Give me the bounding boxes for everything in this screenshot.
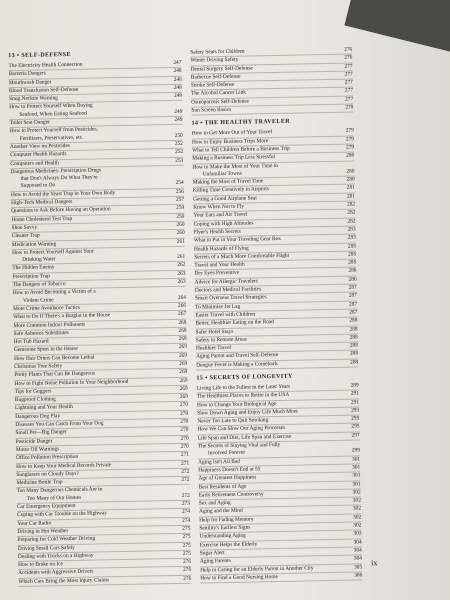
toc-entry-page: 285 [347, 243, 357, 250]
toc-entry-page: 276 [182, 558, 192, 565]
toc-entry-page: 270 [180, 418, 189, 425]
toc-entry-page: 285 [348, 259, 357, 266]
toc-entry-page: 275 [182, 550, 191, 557]
toc-entry-page: 269 [179, 369, 188, 376]
toc-entry-page: 288 [349, 325, 358, 333]
toc-entry-title: How to Protect Yourself Against Your [11, 248, 94, 256]
toc-entry-page: 248 [173, 76, 182, 83]
toc-entry-title: Osteoporosis Self-Defense [191, 98, 249, 106]
toc-entry-title: Aging Isn't All Bad [198, 458, 241, 466]
toc-entry-page: 273 [181, 500, 190, 507]
section-heading-healthy-traveler: 14 • THE HEALTHY TRAVELER [191, 119, 291, 127]
toc-entry-page: 279 [345, 127, 354, 135]
toc-entry-title: Travel and Your Health [194, 261, 245, 269]
toc-entry-page: 288 [350, 359, 359, 366]
toc-entry-title: Happiness Doesn't End at 55 [198, 466, 261, 474]
toc-entry-title: Blood Transfusion Self-Defense [8, 86, 79, 94]
toc-entry-page: 269 [179, 360, 188, 367]
toc-entry [196, 359, 358, 370]
toc-entry-title: Advice for Allergic Travelers [194, 278, 258, 286]
toc-entry-title: Mouthwash Danger [8, 78, 52, 86]
toc-entry-title: The Electricity Health Connection [8, 61, 83, 70]
toc-entry-page: 270 [180, 427, 189, 434]
toc-entry-title: Involved Forever [207, 449, 246, 457]
toc-entry-page: 261 [177, 253, 186, 261]
toc-entry-page: 293 [350, 407, 360, 414]
toc-entry-title: Dealing with Trucks on a Highway [17, 552, 94, 560]
toc-entry-title: How to Protect Yourself from Pesticides, [9, 126, 98, 135]
section-heading-longevity: 15 • SECRETS OF LONGEVITY [196, 373, 293, 382]
toc-entry-page: 301 [352, 464, 361, 471]
toc-entry-title: Early Retirement Controversy [198, 491, 264, 499]
toc-entry-title: Stroke Self-Defense [190, 81, 235, 89]
toc-entry-title: Violent Crime [22, 296, 54, 304]
toc-entry-title: Medication Warning [11, 240, 57, 248]
toc-entry-title: Sex and Aging [198, 500, 231, 507]
toc-entry-title: How to Find a Good Nursing Home [200, 573, 278, 582]
section-heading-self-defense: 13 • SELF-DEFENSE [8, 51, 71, 60]
toc-entry-title: Smart Overseas Travel Strategies [194, 294, 267, 302]
toc-entry [200, 572, 362, 583]
toc-entry-page: 268 [178, 327, 187, 334]
right-top-entry-list [190, 47, 353, 116]
toc-entry-page: 304 [353, 555, 363, 562]
toc-entry-title: Diseases You Can Catch From Your Dog [15, 420, 104, 429]
toc-entry-page: 302 [353, 522, 362, 529]
toc-entry-page: 282 [347, 209, 356, 216]
toc-entry-title: Best Residents of Age [198, 483, 247, 491]
toc-entry-title: Medicine Bottle Trap [16, 479, 63, 487]
toc-entry-title: Dangerous Medicines: Prescription Drugs [10, 167, 102, 175]
toc-entry-page: 249 [174, 116, 183, 124]
toc-entry-page: 253 [175, 157, 184, 164]
toc-entry-page: 288 [349, 317, 358, 324]
toc-entry-title: Understanding Aging [199, 532, 246, 540]
toc-entry-page: 288 [349, 334, 358, 341]
toc-entry-page: 276 [183, 567, 192, 574]
toc-entry-page: 266 [177, 302, 187, 309]
toc-entry-page: 274 [181, 509, 191, 516]
toc-entry-title: Aging Parents [199, 558, 231, 565]
toc-entry-title: More Crime Avoidance Tactics [13, 304, 81, 312]
toc-entry-page: 285 [347, 251, 357, 258]
toc-entry-page: 288 [349, 342, 358, 349]
healthy-traveler-entry-list [192, 128, 359, 371]
toc-entry-page: 302 [352, 497, 361, 504]
toc-entry-page: 264 [177, 294, 186, 301]
toc-entry-title: Christmas Tree Safety [14, 363, 63, 371]
toc-entry-title: Flyer's Health Secrets [193, 228, 241, 236]
toc-entry-page: 295 [351, 423, 360, 431]
toc-entry-page: 305 [353, 563, 363, 571]
toc-entry-page: 270 [180, 435, 189, 442]
toc-entry-page: 281 [346, 184, 355, 192]
toc-entry-title: Exercise Helps the Elderly [199, 541, 258, 549]
toc-entry-page: 270 [179, 402, 189, 409]
toc-entry-title: Making the Most of Travel Time [192, 178, 264, 186]
toc-entry-page: 303 [353, 530, 362, 537]
toc-entry-title: Drinking Water [22, 256, 56, 264]
toc-entry-title: The Healthiest Places to Retire in the USA [196, 392, 290, 400]
toc-entry-page: 277 [344, 87, 354, 95]
toc-entry-title: Bacteria Dangers [8, 70, 46, 78]
toc-entry-page: 287 [348, 301, 358, 308]
toc-entry-title: Easier Travel with Children [195, 311, 256, 319]
toc-entry-page: 279 [345, 136, 354, 143]
toc-entry-title: How to Make the Most of Your Time in [192, 162, 279, 171]
toc-entry-page: 270 [180, 410, 189, 417]
toc-entry-page: 274 [182, 517, 191, 524]
toc-entry-page: 254 [175, 180, 184, 187]
toc-entry-page: 257 [175, 196, 185, 203]
toc-entry-page: 295 [351, 415, 360, 422]
right-column [190, 47, 362, 584]
toc-entry-title: How to Protect Yourself When Buying [9, 102, 93, 111]
toc-entry-title: Another View on Pesticides [9, 142, 70, 151]
toc-entry-page: 269 [179, 385, 188, 392]
toc-entry-title: Which Cars Bring the Most Injury Claims [18, 576, 110, 585]
toc-entry-page: 280 [346, 168, 355, 175]
toc-entry-title: Aging and the Mind [199, 508, 243, 515]
toc-entry-title: Sunglasses on Cloudy Days? [16, 470, 79, 478]
toc-entry-page: 275 [182, 525, 191, 532]
toc-entry-title: Healthier Travel [195, 344, 232, 352]
toc-entry-title: Motor Oil Warnings [15, 446, 60, 453]
toc-entry-title: How to Change Your Biological Age [196, 400, 277, 409]
toc-entry-title: Help in Caring for an Elderly Parent in Another City [200, 564, 314, 574]
toc-entry-title: Cleaner Trap [11, 232, 40, 240]
toc-entry-page: 299 [351, 447, 360, 454]
toc-entry-page: 272 [181, 476, 190, 484]
toc-entry-page: 269 [179, 377, 188, 384]
toc-entry-title: How to Keep Your Medical Records Private [16, 461, 112, 470]
toc-entry-title: How to Brake on Ice [17, 561, 64, 569]
toc-entry-title: How to Get More Out of Your Travel [191, 129, 273, 137]
toc-entry-page: 275 [182, 542, 191, 549]
toc-entry-title: How Hair Driers Can Become Lethal [14, 354, 95, 362]
toc-entry-page: 271 [180, 451, 190, 459]
toc-entry-page: 302 [352, 489, 361, 496]
left-entry-list [8, 60, 191, 587]
toc-entry-title: Office Pollution Prescription [15, 454, 79, 462]
toc-entry-title: Dangerous Dog Play [15, 412, 61, 420]
toc-entry-title: Making a Business Trip Less Stressful [192, 154, 276, 162]
toc-entry-page: 286 [348, 267, 357, 275]
toc-entry-title: Driving in Hot Weather [17, 527, 69, 535]
toc-entry-title: Secrets of a Much More Comfortable Flight [194, 252, 290, 261]
toc-entry-title: What to Do If There's a Burglar in the House [13, 312, 111, 321]
toc-entry-title: Toilet Seat Danger [9, 119, 50, 127]
toc-entry-title: Car Emergency Equipment [16, 502, 76, 511]
toc-entry-page: 282 [347, 201, 356, 208]
toc-entry-title: Age of Greatest Happiness [198, 474, 257, 482]
toc-entry-title: Your Car Radio [17, 520, 52, 527]
toc-entry-page: 280 [346, 152, 355, 159]
toc-entry-page: 262 [177, 262, 186, 269]
toc-entry-page: 283 [347, 226, 356, 233]
toc-entry-page: 263 [177, 278, 186, 285]
toc-entry-title: Getting a Good Airplane Seat [193, 195, 257, 203]
toc-entry-title: Never Too Late to Quit Smoking [197, 417, 269, 425]
toc-entry-title: Safety Seats for Children [190, 48, 245, 56]
toc-entry-title: Unfamiliar Towns [202, 170, 242, 178]
toc-entry-title: To Minimize Jet Lag [195, 303, 241, 311]
toc-entry [191, 105, 353, 116]
toc-entry-title: Killing Time Creatively in Airports [192, 186, 270, 195]
toc-entry-page: 260 [176, 229, 185, 237]
toc-entry-page: 276 [344, 46, 353, 53]
toc-entry-page: 250 [174, 132, 183, 139]
toc-entry-page: 259 [176, 213, 185, 220]
toc-entry-title: What to Tell Children Before a Business Trip [192, 145, 290, 154]
toc-entry-title: High-Tech Medical Dangers [11, 198, 73, 207]
longevity-entry-list [197, 382, 363, 583]
toc-entry-title: Coping with Car Trouble on the Highway [17, 510, 107, 519]
toc-entry-page: 248 [173, 84, 182, 91]
toc-entry-title: The Dangers of Tobacco [12, 281, 66, 289]
toc-entry-title: Dengue Fever is Making a Comeback [196, 360, 278, 369]
toc-entry-page: 297 [351, 432, 360, 439]
toc-entry-page: 249 [173, 92, 183, 100]
page-number: ix [370, 558, 378, 568]
toc-entry-title: Shoe Savvy [11, 224, 38, 232]
toc-entry-title: Snug Necktie Warning [9, 95, 59, 103]
toc-entry-page: 306 [354, 572, 363, 579]
toc-entry-title: Barbecue Self-Defense [190, 73, 241, 81]
toc-entry-title: Seafood, When Eating Seafood [19, 110, 88, 118]
toc-entry-title: Help for Fading Memory [199, 516, 254, 524]
toc-entry-title: Living Life to the Fullest in the Later Years [196, 383, 291, 392]
toc-entry-title: Sugar Alert [199, 549, 225, 557]
toc-entry-title: Home Cholesterol Test Trap [11, 215, 73, 223]
toc-entry-page: 282 [347, 218, 356, 225]
toc-entry-title: The Alcohol Cancer Link [190, 90, 247, 98]
toc-entry-title: How We Can Slow Our Aging Processes [197, 425, 286, 434]
toc-entry-page: 252 [174, 140, 184, 147]
toc-entry-title: Computers and Health [10, 159, 59, 167]
toc-entry-title: More Common Indoor Pollutants [13, 321, 86, 329]
toc-entry-title: Better, Healthier Eating on the Road [195, 319, 275, 327]
toc-entry-title: Driving Small Cars Safely [17, 544, 75, 552]
toc-entry-page: 268 [178, 319, 187, 326]
toc-entry-page: 287 [348, 292, 358, 299]
toc-entry-page: 261 [176, 238, 185, 245]
toc-entry-title: Too Many of Our Homes [26, 494, 82, 502]
toc-entry-page: 281 [346, 193, 356, 200]
toc-entry-title: Questions to Ask Before Having an Operation [11, 206, 111, 215]
toc-entry-title: Supposed to Do [20, 182, 56, 190]
toc-entry-page: 304 [353, 547, 362, 554]
toc-entry-page: 302 [353, 514, 362, 521]
toc-entry-page: 277 [344, 63, 353, 70]
toc-entry-page: 277 [345, 96, 354, 103]
toc-entry-page: 249 [174, 108, 183, 115]
toc-entry-title: Pretty Plants That Can Be Dangerous [14, 370, 96, 379]
toc-entry-title: Small Pet—Big Danger [15, 429, 67, 437]
toc-entry-title: How to Avoid the Yeast Trap in Your Own Body [10, 189, 116, 198]
toc-entry-title: Dry Eyes Preventive [194, 270, 240, 278]
toc-entry-title: Slow Down Aging and Enjoy Life Much More [197, 408, 298, 417]
toc-entry-title: How to Fight Noise Pollution In Your Neighborhood [14, 378, 129, 387]
toc-entry-title: Health Hazards of Flying [193, 245, 249, 253]
toc-entry-page: 256 [175, 188, 184, 195]
toc-entry-title: Gemstone Spots in the House [13, 346, 78, 354]
toc-entry-title: The Secrets of Staying Vital and Fully [197, 442, 281, 450]
toc-entry-page: 286 [348, 276, 357, 283]
toc-entry-page: 272 [181, 492, 190, 499]
toc-entry-title: Fertilizers, Preservatives, etc. [19, 134, 84, 142]
toc-entry-title: Coping with High Altitudes [193, 220, 254, 228]
toc-entry-page: 270 [180, 443, 189, 450]
toc-entry-page: 288 [349, 350, 359, 358]
toc-entry-title: Bugproof Clothing [14, 396, 56, 404]
toc-entry-page: 302 [352, 505, 362, 513]
toc-entry-title: Know When Not to Fly [193, 203, 245, 211]
toc-entry-title: Lightning and Your Health [14, 404, 73, 412]
toc-entry-page: 277 [344, 79, 353, 86]
toc-entry-title: Pesticide Danger [15, 437, 53, 445]
toc-entry-title: Safe Asbestos Substitutes [13, 329, 69, 337]
toc-entry-title: Tips for Guggers [14, 388, 52, 395]
toc-entry-page: 263 [177, 270, 186, 277]
toc-entry-title: Prescription Trap [12, 273, 50, 280]
toc-entry-title: Your Ears and Air Travel [193, 211, 248, 219]
toc-entry-title: Computer Health Hazards [10, 151, 67, 159]
toc-entry-page: 301 [352, 472, 361, 479]
toc-entry-title: Preparing for Cold Weather Driving [17, 535, 96, 544]
toc-entry-title: Safer Hotel Stays [195, 328, 234, 336]
toc-entry-page: 269 [178, 352, 188, 359]
toc-entry-page: 248 [173, 68, 182, 75]
toc-entry-page: 279 [345, 144, 355, 151]
toc-entry-page: 277 [344, 71, 353, 78]
toc-entry-title: that Don't Always Do What They're [20, 174, 98, 183]
toc-entry-page: 289 [350, 382, 359, 389]
toc-entry-title: Doctors and Medical Facilities [194, 286, 262, 294]
toc-entry-title: How to Avoid Becoming a Victim of a [12, 288, 96, 297]
toc-entry-title: Dental Surgery Self-Defense [190, 65, 253, 73]
toc-entry-page: 260 [176, 221, 185, 228]
toc-entry-title: Aging Parent and Travel Self-Defense [196, 352, 279, 360]
toc-entry-page: 276 [183, 575, 192, 582]
toc-entry-page: 304 [353, 539, 362, 546]
toc-entry-page: 259 [176, 205, 185, 212]
toc-entry-page: 271 [180, 460, 190, 467]
toc-entry-page: 283 [347, 234, 356, 241]
toc-entry-title: How to Enjoy Business Trips More [191, 137, 269, 146]
toc-entry-page: 272 [181, 468, 190, 475]
toc-entry-title: Safety in Remote Areas [195, 336, 247, 344]
toc-entry-title: Sun Screen Basics [191, 106, 232, 114]
toc-entry-page: 276 [344, 54, 353, 61]
toc-entry-page: 268 [178, 335, 187, 342]
toc-entry-title: Hot Tub Hazard [13, 338, 49, 346]
toc-entry-page: 275 [182, 533, 191, 541]
toc-entry-page: 287 [349, 309, 358, 316]
toc-entry-page: 287 [348, 284, 357, 291]
toc-entry-page: 301 [352, 480, 361, 488]
toc-entry-title: Winter Driving Safety [190, 56, 239, 64]
toc-entry-page: 247 [173, 59, 182, 66]
toc-entry-page: 278 [345, 104, 354, 111]
toc-entry-title: What to Put in Your Traveling Gear Box [193, 236, 282, 244]
toc-entry-page: 269 [179, 393, 188, 401]
toc-entry-page: 252 [175, 149, 184, 156]
toc-entry-page: 291 [350, 390, 359, 397]
toc-entry-title: Accidents with Aggressive Drivers [18, 568, 94, 577]
toc-entry-page: 291 [350, 399, 360, 406]
toc-entry-page: 267 [178, 310, 187, 318]
toc-entry-page: 280 [346, 176, 355, 183]
toc-entry-page: 301 [351, 456, 361, 463]
left-column [8, 50, 191, 587]
toc-entry-title: The Hidden Enemy [12, 264, 55, 272]
toc-entry-title: Too Many Dangerous Chemicals Are in [16, 486, 103, 495]
toc-entry-page: 269 [178, 344, 187, 351]
toc-entry-title: Life Span and Diet, Life Span and Exercise [197, 433, 292, 442]
toc-entry-title: Senility's Earliest Signs [199, 524, 251, 532]
